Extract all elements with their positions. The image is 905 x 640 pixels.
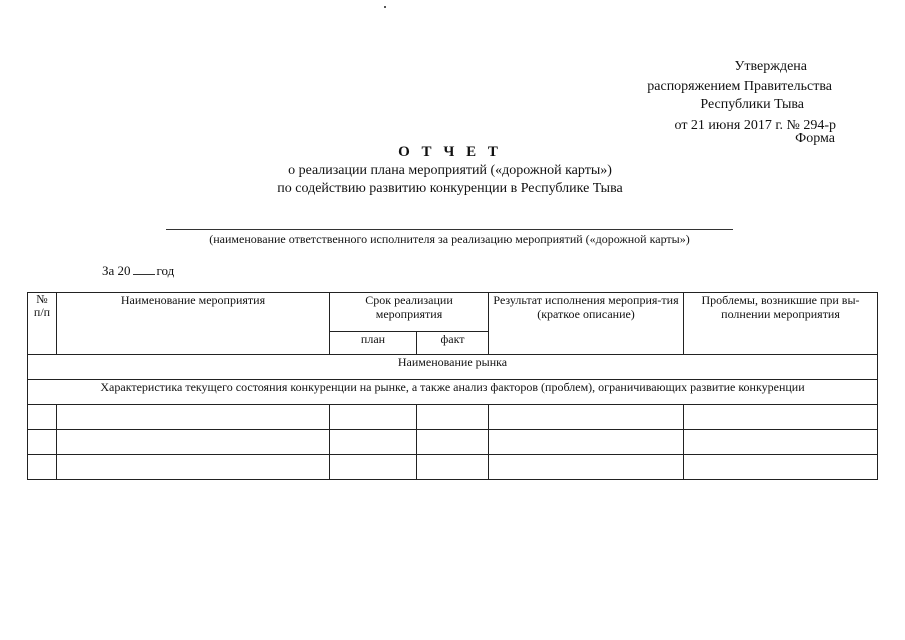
executor-caption: (наименование ответственного исполнителя за реализацию мероприятий («дорожной карты») — [209, 232, 690, 246]
header-fact: факт — [417, 332, 489, 355]
year-blank — [133, 262, 155, 275]
form-label: Форма — [795, 131, 835, 146]
market-name-row: Наименование рынка — [28, 355, 878, 380]
table-cell[interactable] — [28, 455, 57, 480]
reporting-year — [102, 262, 174, 279]
table-cell[interactable] — [28, 405, 57, 430]
scan-speck — [384, 6, 386, 8]
title-block — [120, 142, 780, 198]
table-cell[interactable] — [489, 430, 684, 455]
header-num: № п/п — [28, 293, 57, 355]
table-cell[interactable] — [28, 430, 57, 455]
table-cell[interactable] — [330, 405, 417, 430]
table-cell[interactable] — [57, 430, 330, 455]
table-cell[interactable] — [57, 455, 330, 480]
table-cell[interactable] — [489, 405, 684, 430]
table-row — [28, 455, 878, 480]
year-prefix: За 20 — [102, 263, 131, 278]
report-subtitle-1: о реализации плана мероприятий («дорожной карты») — [288, 163, 612, 178]
report-subtitle-2: по содействию развитию конкуренции в Республике Тыва — [277, 181, 623, 196]
header-problems: Проблемы, возникшие при вы-полнении мероприятия — [684, 293, 878, 355]
table-row — [28, 405, 878, 430]
table-cell[interactable] — [684, 405, 878, 430]
table-row — [28, 430, 878, 455]
table-cell[interactable] — [330, 455, 417, 480]
header-plan: план — [330, 332, 417, 355]
approval-line-4: от 21 июня 2017 г. № 294-р — [674, 118, 836, 133]
header-period: Срок реализации мероприятия — [330, 293, 489, 332]
table-cell[interactable] — [489, 455, 684, 480]
executor-name-line — [166, 229, 733, 230]
table-cell[interactable] — [684, 430, 878, 455]
approval-line-1: Утверждена — [734, 59, 807, 74]
table-cell[interactable] — [684, 455, 878, 480]
year-suffix: год — [156, 263, 175, 278]
report-table — [27, 292, 878, 480]
table-cell[interactable] — [417, 405, 489, 430]
table-cell[interactable] — [417, 430, 489, 455]
approval-line-2: распоряжением Правительства — [647, 79, 832, 94]
table-cell[interactable] — [57, 405, 330, 430]
header-event-name: Наименование мероприятия — [57, 293, 330, 355]
report-title: О Т Ч Е Т — [398, 144, 502, 160]
header-result: Результат исполнения мероприя-тия (краткое описание) — [489, 293, 684, 355]
characteristic-row: Характеристика текущего состояния конкуренции на рынке, а также анализ факторов (проблем), ограничивающих развитие конкуренции — [28, 380, 878, 405]
table-cell[interactable] — [330, 430, 417, 455]
table-cell[interactable] — [417, 455, 489, 480]
approval-line-3: Республики Тыва — [700, 97, 804, 112]
